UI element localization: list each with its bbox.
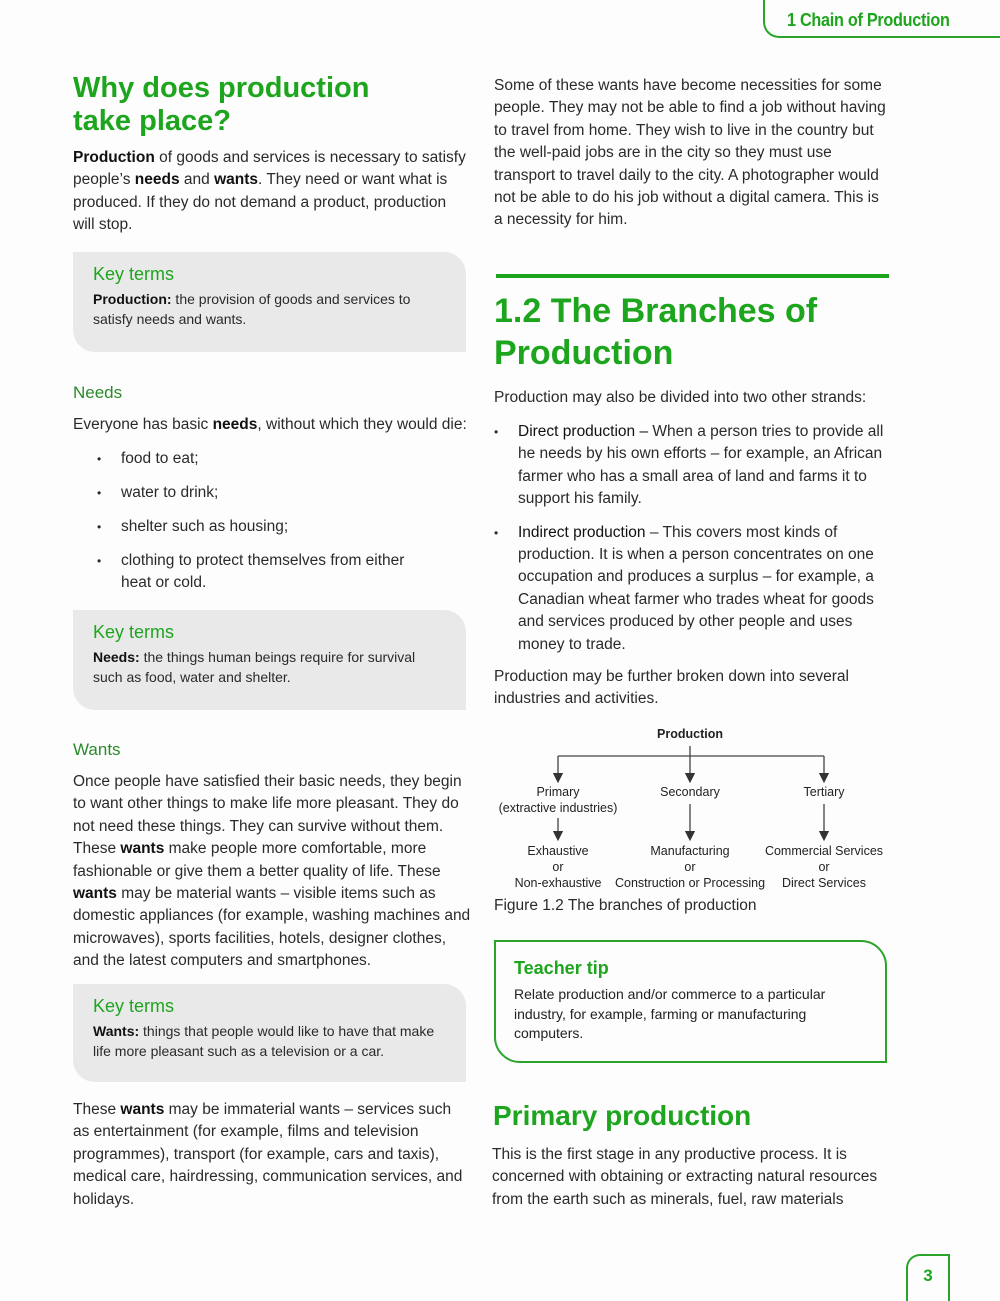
term: Needs: (93, 649, 140, 665)
leaf: Manufacturing (650, 844, 730, 858)
list-item: • food to eat; (73, 448, 468, 470)
teacher-tip-text: Relate production and/or commerce to a particular industry, for example, farming or manufacturing computers. (514, 986, 826, 1041)
leaf: Exhaustive (527, 844, 589, 858)
key-terms-definition (93, 647, 446, 687)
primary-production-paragraph: This is the first stage in any productive process. It is concerned with obtaining or extracting natural resources from the earth such as minerals, fuel, raw materials (492, 1146, 878, 1208)
branch-sub: (extractive industries) (498, 801, 618, 815)
needs-list (73, 448, 468, 606)
or: or (684, 860, 696, 874)
title-line-1: Why does production (73, 72, 370, 104)
or: or (552, 860, 564, 874)
definition: things that people would like to have that make life more pleasant such as a television or a car. (93, 1023, 435, 1059)
chapter-title: 1 Chain of Production (787, 10, 950, 30)
key-terms-wants (73, 984, 466, 1082)
necessities-paragraph: Some of these wants have become necessities for some people. They may not be able to find a job without having to travel from home. They wish to live in the country but the well-paid jobs are in the city so they must use transport to travel daily to the city. A photographer would not be able to do his job without a digital camera. This is a necessity for him. (494, 77, 886, 229)
diagram-secondary: Secondary (660, 785, 720, 799)
branches-diagram (494, 722, 890, 892)
figure-caption: Figure 1.2 The branches of production (494, 897, 757, 914)
section-title (494, 290, 890, 374)
key-terms-needs (73, 610, 466, 710)
list-item: • clothing to protect themselves from either heat or cold. (73, 550, 413, 595)
list-item-indirect-production (494, 522, 890, 656)
further-paragraph: Production may be further broken down into several industries and activities. (494, 668, 849, 708)
section-title-line-1: 1.2 The Branches of (494, 292, 818, 330)
text: – This covers most kinds of production. It is when a person concentrates on one occupation and produces a surplus – for example, a Canadian wheat farmer who trades wheat for goods and services produced by other people and uses money to trade. (518, 523, 874, 653)
page-title (73, 72, 468, 139)
diagram-primary (499, 784, 618, 816)
definition: the things human beings require for survival such as food, water and shelter. (93, 649, 416, 685)
diagram-primary-leaf (515, 843, 602, 891)
teacher-tip-box (494, 940, 887, 1063)
page-number: 3 (906, 1254, 950, 1301)
text: of goods and services is necessary to satisfy people’s (73, 149, 466, 189)
wants-heading: Wants (73, 740, 121, 759)
bold-term: wants (73, 885, 117, 903)
needs-heading: Needs (73, 383, 123, 402)
key-terms-definition (93, 289, 446, 329)
section-title-line-2: Production (494, 334, 674, 372)
leaf: Construction or Processing (614, 876, 766, 890)
branch-label: Primary (536, 785, 580, 799)
key-terms-production (73, 252, 466, 352)
leaf: Non-exhaustive (514, 876, 602, 890)
bold-term: Direct production – (518, 423, 649, 440)
intro-paragraph (73, 147, 468, 237)
bold-term: Production (73, 149, 155, 166)
strands-intro: Production may also be divided into two other strands: (494, 389, 867, 406)
text: may be material wants – visible items such as domestic appliances (for example, washing machines and microwaves), sports facilities, hotels, designer clothes, and the latest computers and smartphones. (73, 885, 471, 970)
bold-term: wants (120, 1101, 165, 1118)
key-terms-title: Key terms (93, 996, 175, 1016)
wants-paragraph (73, 771, 471, 973)
text: When a person tries to provide all he needs by his own efforts – for example, an African farmer who has a small area of land and farms it to support his family. (518, 423, 884, 508)
text: Everyone has basic (73, 416, 213, 433)
leaf: Direct Services (781, 876, 867, 890)
leaf: Commercial Services (764, 844, 884, 858)
text: , without which they would die: (257, 416, 467, 433)
text: make people more comfortable, more fashionable or give them a better quality of life. These (73, 840, 441, 880)
text: . They need or want what is produced. If they do not demand a product, production will stop. (73, 171, 448, 234)
term: Production: (93, 291, 172, 307)
needs-intro (73, 414, 468, 436)
diagram-secondary-leaf (615, 843, 765, 891)
bold-term: Indirect production (518, 523, 646, 541)
key-terms-definition (93, 1021, 446, 1061)
list-item: • water to drink; (73, 482, 468, 504)
section-divider (496, 274, 889, 278)
diagram-tertiary: Tertiary (803, 785, 845, 799)
bold-term: needs (212, 416, 258, 433)
diagram-root: Production (657, 727, 723, 741)
text: Once people have satisfied their basic needs, they begin to want other things to make life more pleasant. They do not need these things. They can survive without them. These (73, 773, 462, 858)
definition: the provision of goods and services to satisfy needs and wants. (93, 291, 411, 327)
key-terms-title: Key terms (93, 264, 175, 284)
immaterial-wants-paragraph (73, 1099, 465, 1211)
diagram-tertiary-leaf (765, 843, 883, 891)
text: These (73, 1101, 121, 1118)
strands-list (494, 421, 890, 667)
text: and (179, 171, 215, 189)
term: Wants: (93, 1023, 140, 1039)
text: may be immaterial wants – services such as entertainment (for example, films and television programmes), transport (for example, cars and taxis), medical care, hairdressing, communication services, and holidays. (73, 1101, 463, 1208)
bold-term: needs (134, 171, 180, 189)
list-item: • shelter such as housing; (73, 516, 468, 538)
teacher-tip-title: Teacher tip (514, 958, 609, 978)
list-item-direct-production (494, 421, 890, 511)
or: or (818, 860, 830, 874)
running-header (763, 0, 1000, 38)
bold-term: wants (120, 840, 165, 858)
key-terms-title: Key terms (93, 622, 175, 642)
primary-production-title: Primary production (493, 1100, 752, 1131)
title-line-2: take place? (73, 105, 231, 138)
bold-term: wants (214, 171, 258, 189)
